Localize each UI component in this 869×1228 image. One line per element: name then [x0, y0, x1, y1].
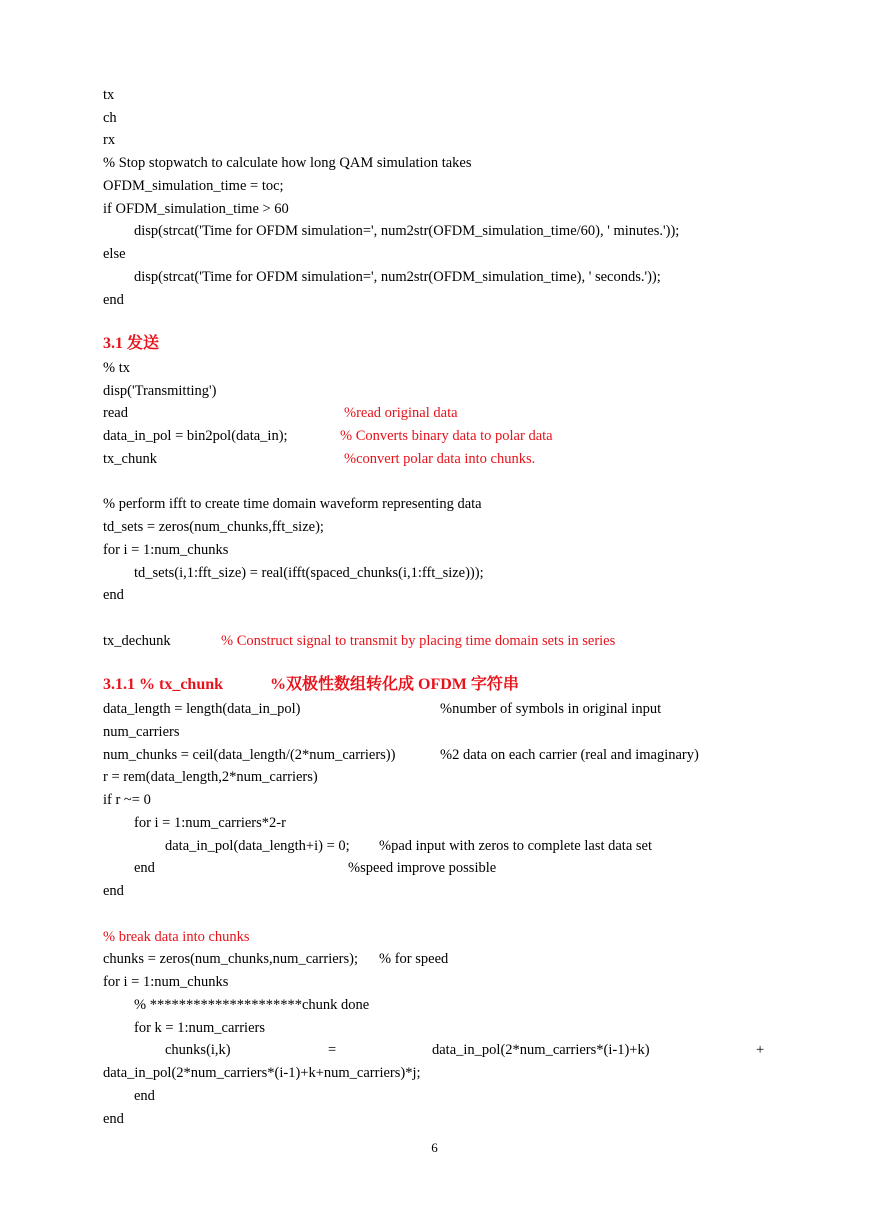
code-line: disp('Transmitting') — [103, 383, 217, 399]
code-comment: % *********************chunk done — [134, 997, 370, 1013]
code-line: disp(strcat('Time for OFDM simulation=', num2str(OFDM_simulation_time), ' seconds.')); — [134, 269, 661, 285]
code-line: rx — [103, 132, 116, 148]
code-line: ch — [103, 110, 117, 126]
code-line: r = rem(data_length,2*num_carriers) — [103, 769, 318, 785]
code-line: num_carriers — [103, 724, 180, 740]
code-comment: %pad input with zeros to complete last data set — [379, 838, 653, 854]
code-line: for i = 1:num_carriers*2-r — [134, 815, 286, 831]
subsection-heading: 3.1.1 % tx_chunk — [103, 676, 224, 693]
code-comment: %number of symbols in original input — [440, 701, 662, 717]
code-line: tx — [103, 87, 115, 103]
code-line: else — [103, 246, 126, 262]
code-line: end — [103, 883, 124, 899]
code-line: chunks = zeros(num_chunks,num_carriers); — [103, 951, 359, 967]
code-comment: % break data into chunks — [103, 929, 250, 945]
code-comment: % Converts binary data to polar data — [340, 428, 553, 444]
code-line: tx_chunk — [103, 451, 157, 467]
code-line: end — [103, 587, 124, 603]
code-line: td_sets(i,1:fft_size) = real(ifft(spaced_chunks(i,1:fft_size))); — [134, 565, 484, 581]
code-line: = — [328, 1042, 337, 1058]
page-number: 6 — [431, 1140, 438, 1155]
code-line: data_in_pol(2*num_carriers*(i-1)+k+num_carriers)*j; — [103, 1065, 421, 1081]
code-line: for i = 1:num_chunks — [103, 974, 229, 990]
code-line: data_length = length(data_in_pol) — [103, 701, 301, 717]
code-line: data_in_pol(data_length+i) = 0; — [165, 838, 350, 854]
code-line: end — [134, 860, 155, 876]
code-line: for i = 1:num_chunks — [103, 542, 229, 558]
code-line: disp(strcat('Time for OFDM simulation=', num2str(OFDM_simulation_time/60), ' minutes.')); — [134, 223, 680, 239]
section-heading: 3.1 发送 — [103, 335, 160, 352]
code-line: num_chunks = ceil(data_length/(2*num_carriers)) — [103, 747, 396, 763]
code-comment: %speed improve possible — [348, 860, 497, 876]
code-line: chunks(i,k) — [165, 1042, 231, 1058]
code-line: for k = 1:num_carriers — [134, 1020, 265, 1036]
code-line: if OFDM_simulation_time > 60 — [103, 201, 289, 217]
code-line: data_in_pol = bin2pol(data_in); — [103, 428, 288, 444]
code-comment: % Construct signal to transmit by placing time domain sets in series — [221, 633, 616, 649]
code-comment: % tx — [103, 360, 130, 376]
subsection-heading-note: %双极性数组转化成 OFDM 字符串 — [270, 676, 519, 693]
code-comment: % Stop stopwatch to calculate how long QAM simulation takes — [103, 155, 472, 171]
code-line: tx_dechunk — [103, 633, 171, 649]
code-line: end — [103, 292, 124, 308]
code-comment: %2 data on each carrier (real and imaginary) — [440, 747, 699, 763]
code-comment: % for speed — [379, 951, 449, 967]
code-line: end — [134, 1088, 155, 1104]
code-line: OFDM_simulation_time = toc; — [103, 178, 284, 194]
code-line: td_sets = zeros(num_chunks,fft_size); — [103, 519, 324, 535]
code-line: read — [103, 405, 128, 421]
code-comment: %read original data — [344, 405, 458, 421]
code-comment: %convert polar data into chunks. — [344, 451, 536, 467]
code-line: data_in_pol(2*num_carriers*(i-1)+k) — [432, 1042, 650, 1058]
code-line: if r ~= 0 — [103, 792, 151, 808]
code-line: end — [103, 1111, 124, 1127]
code-line: + — [756, 1042, 765, 1058]
code-comment: % perform ifft to create time domain waveform representing data — [103, 496, 482, 512]
